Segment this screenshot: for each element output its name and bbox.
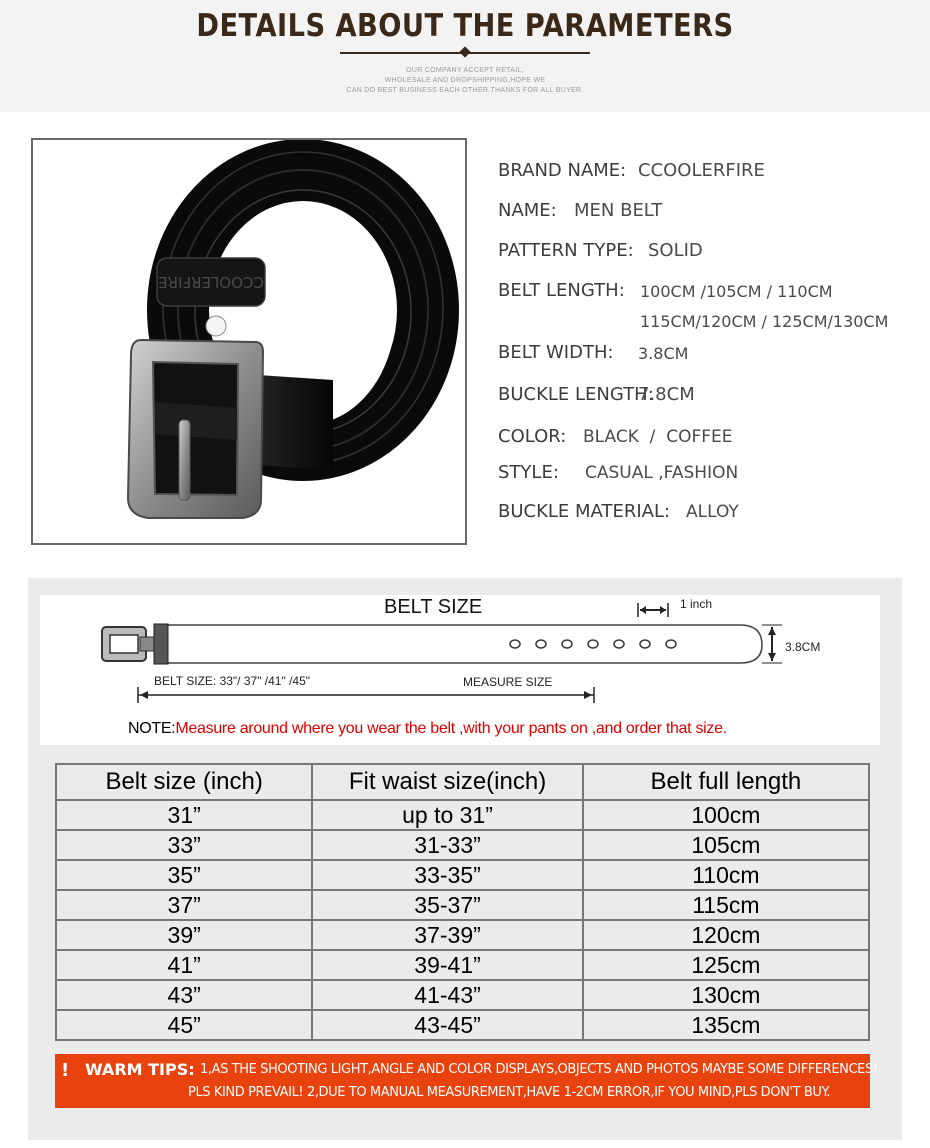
table-cell: 43-45” bbox=[312, 1010, 582, 1040]
table-header-row bbox=[56, 764, 869, 800]
spec-value-continued: 115CM/120CM / 125CM/130CM bbox=[640, 312, 889, 331]
table-cell: 135cm bbox=[583, 1010, 869, 1040]
subtitle-line: WHOLESALE AND DROPSHIPPING,HOPE WE bbox=[384, 77, 546, 84]
belt-keeper-brand: CCOOLERFIRE bbox=[158, 273, 264, 291]
table-cell: 41-43” bbox=[312, 980, 582, 1010]
spec-value: 100CM /105CM / 110CM bbox=[640, 282, 833, 301]
column-header: Belt full length bbox=[583, 764, 869, 800]
table-cell: 37-39” bbox=[312, 920, 582, 950]
measurement-note bbox=[128, 720, 727, 738]
table-row bbox=[56, 830, 869, 860]
spec-value: 7.8CM bbox=[638, 384, 695, 405]
spec-label: BUCKLE LENGTH: bbox=[498, 384, 654, 405]
table-row bbox=[56, 890, 869, 920]
table-row bbox=[56, 1010, 869, 1040]
subtitle-line: OUR COMPANY ACCEPT RETAIL, bbox=[406, 67, 524, 74]
spec-label: BELT WIDTH: bbox=[498, 342, 614, 363]
measure-size-label: MEASURE SIZE bbox=[463, 675, 553, 689]
table-cell: 105cm bbox=[583, 830, 869, 860]
spec-row bbox=[498, 280, 889, 331]
table-row bbox=[56, 980, 869, 1010]
title-diamond-ornament bbox=[459, 46, 470, 57]
table-row bbox=[56, 950, 869, 980]
inch-label: 1 inch bbox=[680, 597, 713, 611]
spec-label: BRAND NAME: bbox=[498, 160, 627, 181]
spec-label: BELT LENGTH: bbox=[498, 280, 625, 301]
subtitle-line: CAN DO BEST BUSINESS EACH OTHER.THANKS FOR ALL BUYER. bbox=[346, 87, 584, 94]
note-text: Measure around where you wear the belt ,with your pants on ,and order that size. bbox=[175, 720, 727, 737]
spec-value: CASUAL ,FASHION bbox=[585, 463, 739, 483]
width-label: 3.8CM bbox=[785, 640, 821, 654]
table-cell: 35-37” bbox=[312, 890, 582, 920]
belt-product-image bbox=[33, 140, 465, 543]
table-row bbox=[56, 860, 869, 890]
table-cell: 43” bbox=[56, 980, 312, 1010]
spec-label: NAME: bbox=[498, 200, 557, 221]
spec-row bbox=[498, 240, 703, 261]
table-cell: 115cm bbox=[583, 890, 869, 920]
tips-heading: WARM TIPS: bbox=[85, 1060, 195, 1079]
table-cell: 39” bbox=[56, 920, 312, 950]
table-row bbox=[56, 800, 869, 830]
spec-row bbox=[498, 160, 765, 181]
spec-row bbox=[498, 384, 695, 405]
size-table bbox=[55, 763, 870, 1041]
warm-tips-banner bbox=[55, 1054, 878, 1108]
spec-value: CCOOLERFIRE bbox=[638, 160, 765, 181]
table-cell: 120cm bbox=[583, 920, 869, 950]
belt-size-label: BELT SIZE: 33"/ 37" /41" /45" bbox=[154, 674, 311, 688]
spec-value: SOLID bbox=[648, 240, 703, 261]
header-banner bbox=[0, 0, 930, 112]
table-cell: 130cm bbox=[583, 980, 869, 1010]
note-label: NOTE: bbox=[128, 720, 176, 737]
table-row bbox=[56, 920, 869, 950]
spec-label: PATTERN TYPE: bbox=[498, 240, 634, 261]
spec-row bbox=[498, 426, 733, 447]
table-cell: 100cm bbox=[583, 800, 869, 830]
column-header: Belt size (inch) bbox=[56, 764, 312, 800]
table-cell: 33” bbox=[56, 830, 312, 860]
table-cell: 39-41” bbox=[312, 950, 582, 980]
column-header: Fit waist size(inch) bbox=[312, 764, 582, 800]
table-cell: 41” bbox=[56, 950, 312, 980]
spec-label: STYLE: bbox=[498, 462, 559, 483]
spec-value: MEN BELT bbox=[574, 200, 663, 221]
table-cell: 125cm bbox=[583, 950, 869, 980]
spec-value: 3.8CM bbox=[638, 344, 689, 363]
spec-label: COLOR: bbox=[498, 426, 567, 447]
table-cell: 45” bbox=[56, 1010, 312, 1040]
spec-row bbox=[498, 200, 663, 221]
page-title: DETAILS ABOUT THE PARAMETERS bbox=[196, 8, 734, 44]
table-cell: 31” bbox=[56, 800, 312, 830]
spec-value: BLACK / COFFEE bbox=[583, 427, 733, 447]
spec-row bbox=[498, 342, 689, 363]
warning-icon: ! bbox=[61, 1060, 70, 1081]
belt-size-title: BELT SIZE bbox=[384, 596, 483, 618]
spec-value: ALLOY bbox=[686, 502, 739, 522]
spec-label: BUCKLE MATERIAL: bbox=[498, 501, 671, 522]
table-cell: 31-33” bbox=[312, 830, 582, 860]
table-cell: 35” bbox=[56, 860, 312, 890]
table-cell: 33-35” bbox=[312, 860, 582, 890]
spec-row bbox=[498, 462, 739, 483]
spec-row bbox=[498, 501, 739, 522]
table-cell: 110cm bbox=[583, 860, 869, 890]
table-cell: 37” bbox=[56, 890, 312, 920]
tips-line: 1,AS THE SHOOTING LIGHT,ANGLE AND COLOR DISPLAYS,OBJECTS AND PHOTOS MAYBE SOME DIFFERENCES! bbox=[200, 1062, 878, 1077]
product-photo-frame bbox=[31, 138, 467, 545]
tips-line: PLS KIND PREVAIL! 2,DUE TO MANUAL MEASUREMENT,HAVE 1-2CM ERROR,IF YOU MIND,PLS DON'T BUY. bbox=[188, 1085, 831, 1100]
table-cell: up to 31” bbox=[312, 800, 582, 830]
header-subtitle bbox=[0, 66, 930, 96]
